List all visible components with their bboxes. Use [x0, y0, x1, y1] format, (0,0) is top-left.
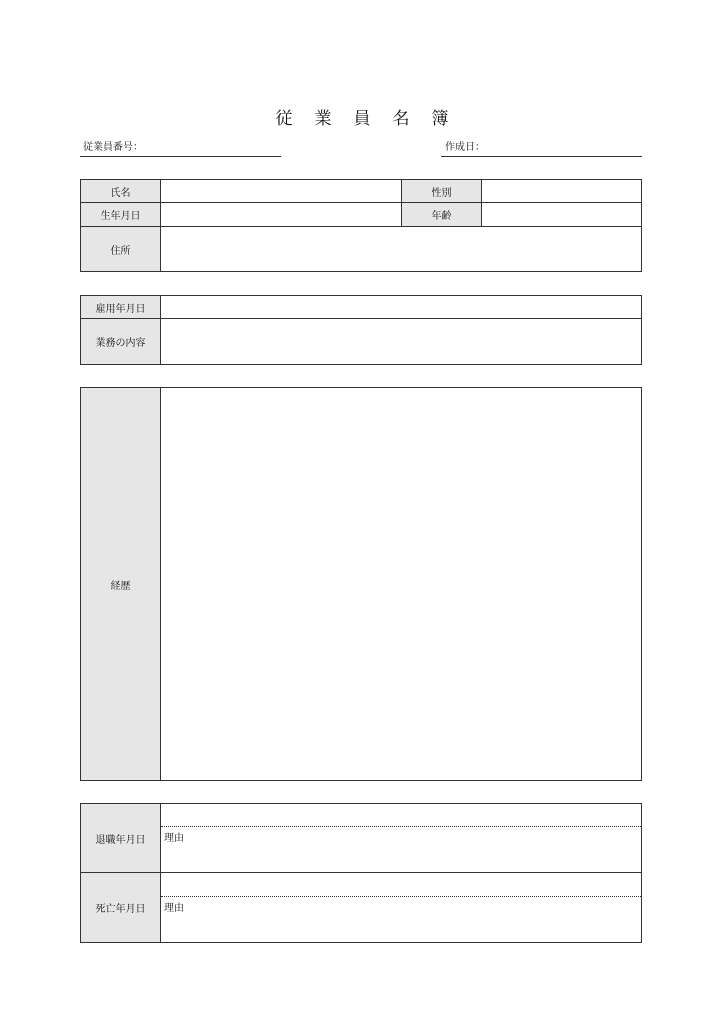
name-label: 氏名: [81, 180, 161, 203]
employee-number-field[interactable]: [80, 156, 281, 157]
retirement-reason-label: 理由: [164, 833, 184, 844]
dotted-divider: [161, 826, 641, 827]
gender-field[interactable]: [482, 180, 641, 203]
career-label: 経歴: [81, 388, 161, 780]
page-title: 従業員名簿: [275, 109, 471, 129]
created-date-field[interactable]: [441, 156, 642, 157]
created-date-label: 作成日：: [445, 142, 485, 153]
job-description-field[interactable]: [161, 319, 641, 364]
career-table: [80, 387, 642, 781]
death-date-label: 死亡年月日: [81, 873, 161, 942]
death-reason-label: 理由: [164, 903, 184, 914]
gender-label: 性別: [402, 180, 482, 203]
career-field[interactable]: [161, 388, 641, 780]
name-field[interactable]: [161, 180, 402, 203]
birth-date-field[interactable]: [161, 203, 402, 227]
retirement-field[interactable]: [161, 804, 641, 873]
employee-number-label: 従業員番号：: [83, 142, 143, 153]
employment-table: [80, 295, 642, 365]
retirement-date-label: 退職年月日: [81, 804, 161, 873]
birth-date-label: 生年月日: [81, 203, 161, 227]
personal-info-table: [80, 179, 642, 272]
death-field[interactable]: [161, 873, 641, 942]
age-field[interactable]: [482, 203, 641, 227]
hire-date-label: 雇用年月日: [81, 296, 161, 319]
hire-date-field[interactable]: [161, 296, 641, 319]
address-label: 住所: [81, 227, 161, 271]
dotted-divider: [161, 896, 641, 897]
address-field[interactable]: [161, 227, 641, 271]
job-description-label: 業務の内容: [81, 319, 161, 364]
separation-table: [80, 803, 642, 943]
age-label: 年齢: [402, 203, 482, 227]
